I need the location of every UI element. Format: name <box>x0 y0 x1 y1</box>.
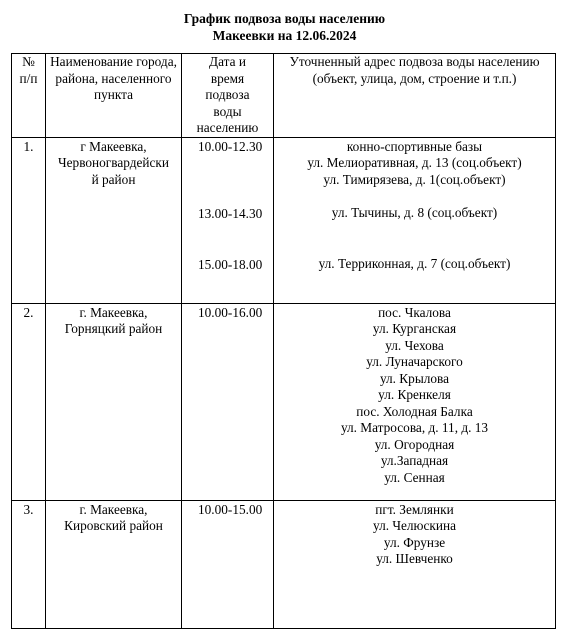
address-line: ул. Челюскина <box>373 518 456 533</box>
address-line: ул.Западная <box>380 453 449 468</box>
district-name-line-2: Кировский район <box>64 518 163 533</box>
district-name-line-3: й район <box>91 171 136 187</box>
header-time <box>182 54 274 138</box>
header-num-line-2: п/п <box>19 70 38 86</box>
district-name-line-2: Червоногвардейски <box>58 155 169 170</box>
water-schedule-table <box>11 53 556 629</box>
address-line: ул. Терриконная, д. 7 (соц.объект) <box>318 255 511 271</box>
delivery-addresses <box>274 303 556 500</box>
address-line: ул. Чехова <box>385 337 444 353</box>
header-num <box>12 54 46 138</box>
delivery-time: 10.00-12.30 <box>198 138 263 154</box>
table-header-row <box>12 54 556 138</box>
header-time-line-1: Дата и <box>209 54 246 69</box>
header-time-line-2: время <box>210 70 245 86</box>
district-name <box>46 500 182 628</box>
delivery-time: 13.00-14.30 <box>198 206 263 221</box>
address-line: ул. Кренкеля <box>378 387 451 402</box>
address-line: ул. Шевченко <box>376 551 453 566</box>
delivery-times <box>182 137 274 303</box>
district-name-line-2: Горняцкий район <box>64 321 163 336</box>
title-line-2: Макеевки на 12.06.2024 <box>212 28 357 43</box>
header-num-line-1: № <box>22 54 35 69</box>
address-line: пос. Холодная Балка <box>356 403 473 419</box>
address-line: ул. Крылова <box>379 370 450 386</box>
header-time-line-3: подвоза <box>205 87 250 102</box>
row-number: 1. <box>12 137 46 303</box>
address-line: пос. Чкалова <box>378 304 451 320</box>
district-name <box>46 137 182 303</box>
district-name <box>46 303 182 500</box>
district-name-line-1: г. Макеевка, <box>79 304 148 320</box>
delivery-addresses <box>274 137 556 303</box>
address-line: ул. Сенная <box>384 469 445 485</box>
table-row <box>12 500 556 628</box>
address-line: ул. Тычины, д. 8 (соц.объект) <box>331 205 498 220</box>
district-name-line-1: г Макеевка, <box>80 138 147 154</box>
address-line: ул. Луначарского <box>366 354 463 369</box>
document-title <box>0 10 569 44</box>
header-address: Уточненный адрес подвоза воды населению (объект, улица, дом, строение и т.п.) <box>274 54 556 138</box>
address-line: ул. Тимирязева, д. 1(соц.объект) <box>323 171 506 187</box>
table-row <box>12 303 556 500</box>
row-number: 2. <box>12 303 46 500</box>
table-row <box>12 137 556 303</box>
delivery-time: 10.00-16.00 <box>182 303 274 500</box>
row-number: 3. <box>12 500 46 628</box>
address-line: пгт. Землянки <box>375 501 454 517</box>
delivery-addresses <box>274 500 556 628</box>
header-time-line-4: воды <box>213 103 242 119</box>
address-line: ул. Мелиоративная, д. 13 (соц.объект) <box>307 155 522 170</box>
address-line: ул. Матросова, д. 11, д. 13 <box>340 420 489 435</box>
address-line: ул. Огородная <box>374 436 455 452</box>
delivery-time: 10.00-15.00 <box>182 500 274 628</box>
title-line-1: График подвоза воды населению <box>183 11 386 26</box>
address-line: ул. Курганская <box>372 321 457 336</box>
address-line: конно-спортивные базы <box>346 138 483 154</box>
header-time-line-5: населению <box>196 120 259 135</box>
delivery-time: 15.00-18.00 <box>198 256 263 272</box>
district-name-line-1: г. Макеевка, <box>79 501 148 517</box>
address-line: ул. Фрунзе <box>383 534 446 550</box>
header-name: Наименование города, района, населенного пункта <box>46 54 182 138</box>
